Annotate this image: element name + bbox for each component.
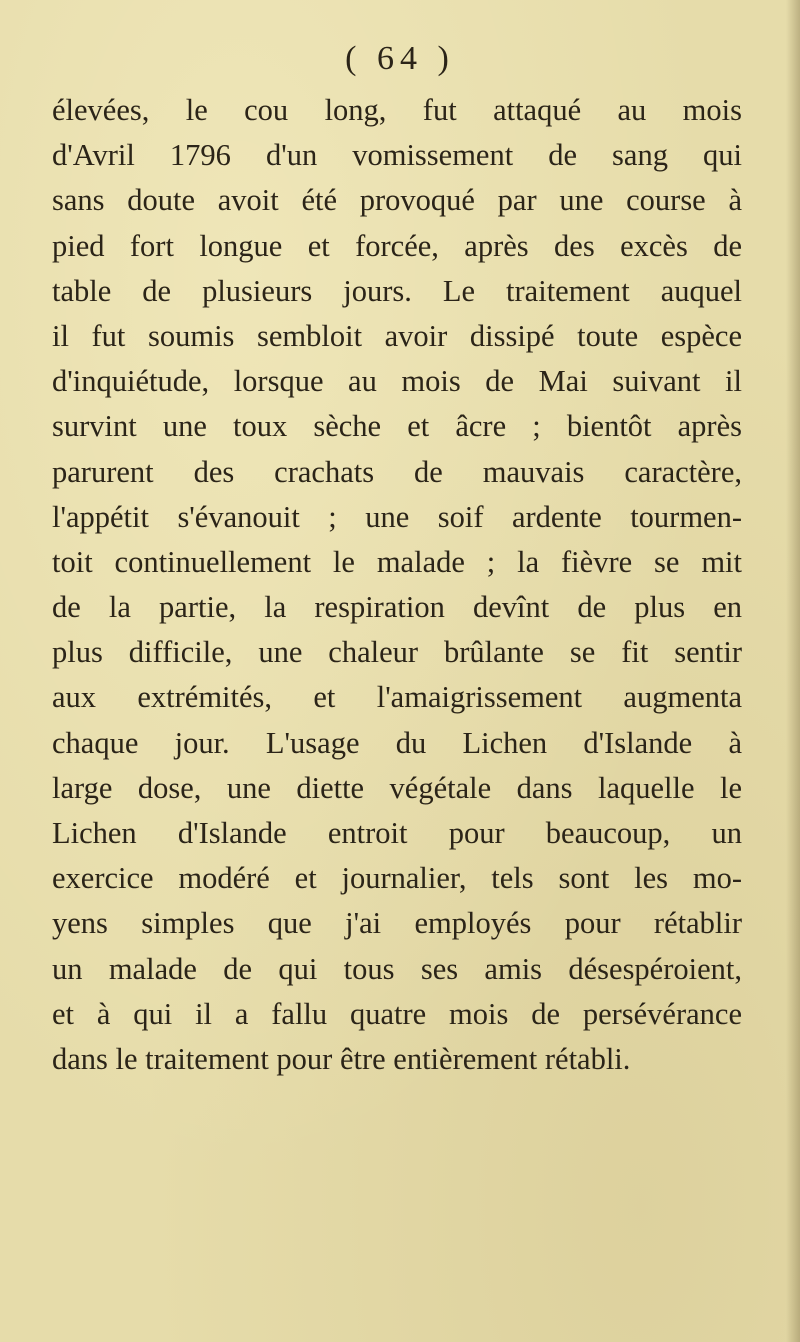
text-line: il fut soumis sembloit avoir dissipé toute espèce: [52, 318, 742, 353]
text-line: exercice modéré et journalier, tels sont les mo-: [52, 861, 742, 896]
text-line: élevées, le cou long, fut attaqué au mois: [52, 93, 742, 127]
text-line: toit continuellement le malade ; la fièvre se mit: [52, 544, 742, 579]
text-line: table de plusieurs jours. Le traitement auquel: [52, 273, 742, 308]
text-line: l'appétit s'évanouit ; une soif ardente tourmen-: [52, 499, 742, 534]
text-line: un malade de qui tous ses amis désespéroient,: [52, 951, 742, 986]
text-line: large dose, une diette végétale dans laquelle le: [52, 770, 742, 805]
page-edge-shadow: [786, 0, 800, 1342]
text-line: d'inquiétude, lorsque au mois de Mai suivant il: [52, 364, 742, 399]
text-line: plus difficile, une chaleur brûlante se fit sentir: [52, 635, 742, 670]
text-line: sans doute avoit été provoqué par une course à: [52, 183, 742, 218]
text-line: survint une toux sèche et âcre ; bientôt après: [52, 409, 742, 444]
text-line: yens simples que j'ai employés pour rétablir: [52, 906, 742, 941]
text-line: et à qui il a fallu quatre mois de persévérance: [52, 996, 742, 1031]
text-line: d'Avril 1796 d'un vomissement de sang qui: [52, 138, 742, 173]
text-line: parurent des crachats de mauvais caractère,: [52, 454, 742, 489]
page-number: ( 64 ): [345, 40, 455, 77]
body-text: [52, 88, 742, 1082]
text-line: aux extrémités, et l'amaigrissement augmenta: [52, 680, 742, 715]
text-line: dans le traitement pour être entièrement rétabli.: [52, 1041, 631, 1076]
text-line: de la partie, la respiration devînt de plus en: [52, 590, 742, 625]
text-line: pied fort longue et forcée, après des excès de: [52, 228, 742, 263]
text-line: Lichen d'Islande entroit pour beaucoup, un: [52, 816, 742, 850]
text-line: chaque jour. L'usage du Lichen d'Islande à: [52, 725, 742, 760]
